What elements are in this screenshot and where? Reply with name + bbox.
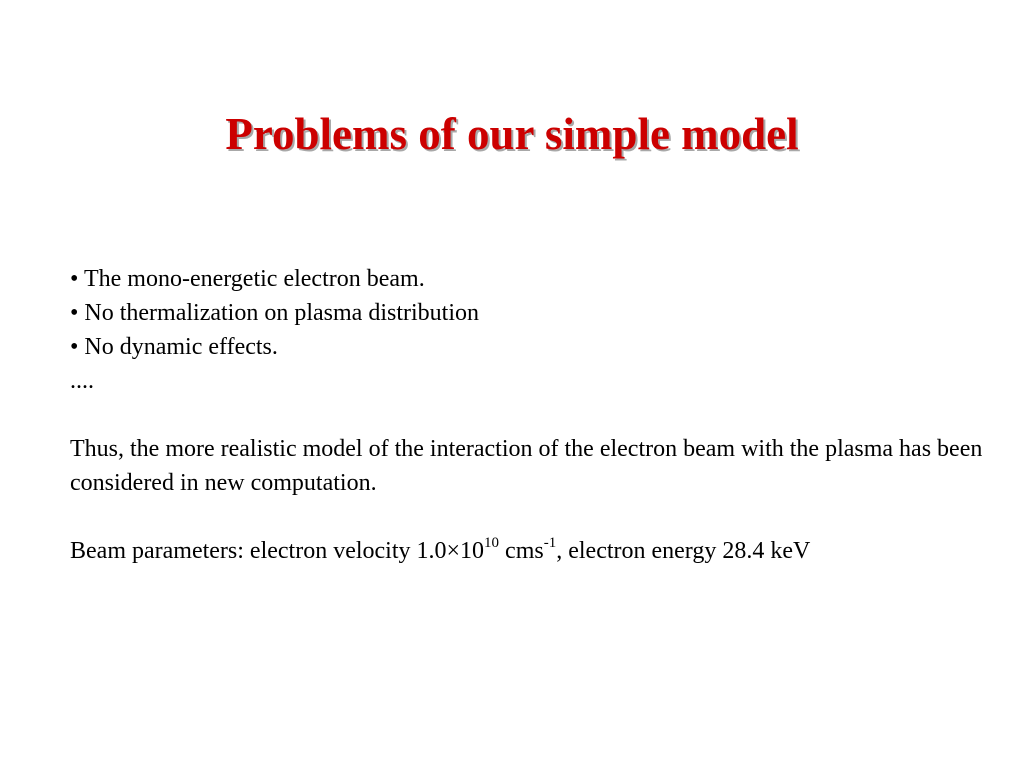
ellipsis-text: .... [70,368,94,394]
velocity-exponent: 10 [484,535,500,551]
velocity-unit: cms [499,538,544,564]
beam-parameters-prefix: Beam parameters: electron velocity 1.0×10 [70,538,485,564]
conclusion-paragraph: Thus, the more realistic model of the interaction of the electron beam with the plasma has been considered in new computation. [70,436,983,496]
bullet-item-mono-energetic-beam: • The mono-energetic electron beam. [70,266,425,292]
spacer [70,500,990,534]
slide-title: Problems of our simple model [225,109,799,159]
beam-parameters-line [70,534,990,568]
bullet-item-no-dynamic-effects: • No dynamic effects. [70,334,278,360]
spacer [70,398,990,432]
slide-body [70,262,990,568]
bullet-item-no-thermalization: • No thermalization on plasma distribution [70,300,479,326]
unit-exponent: -1 [543,535,557,551]
beam-parameters-suffix: , electron energy 28.4 keV [556,538,811,564]
